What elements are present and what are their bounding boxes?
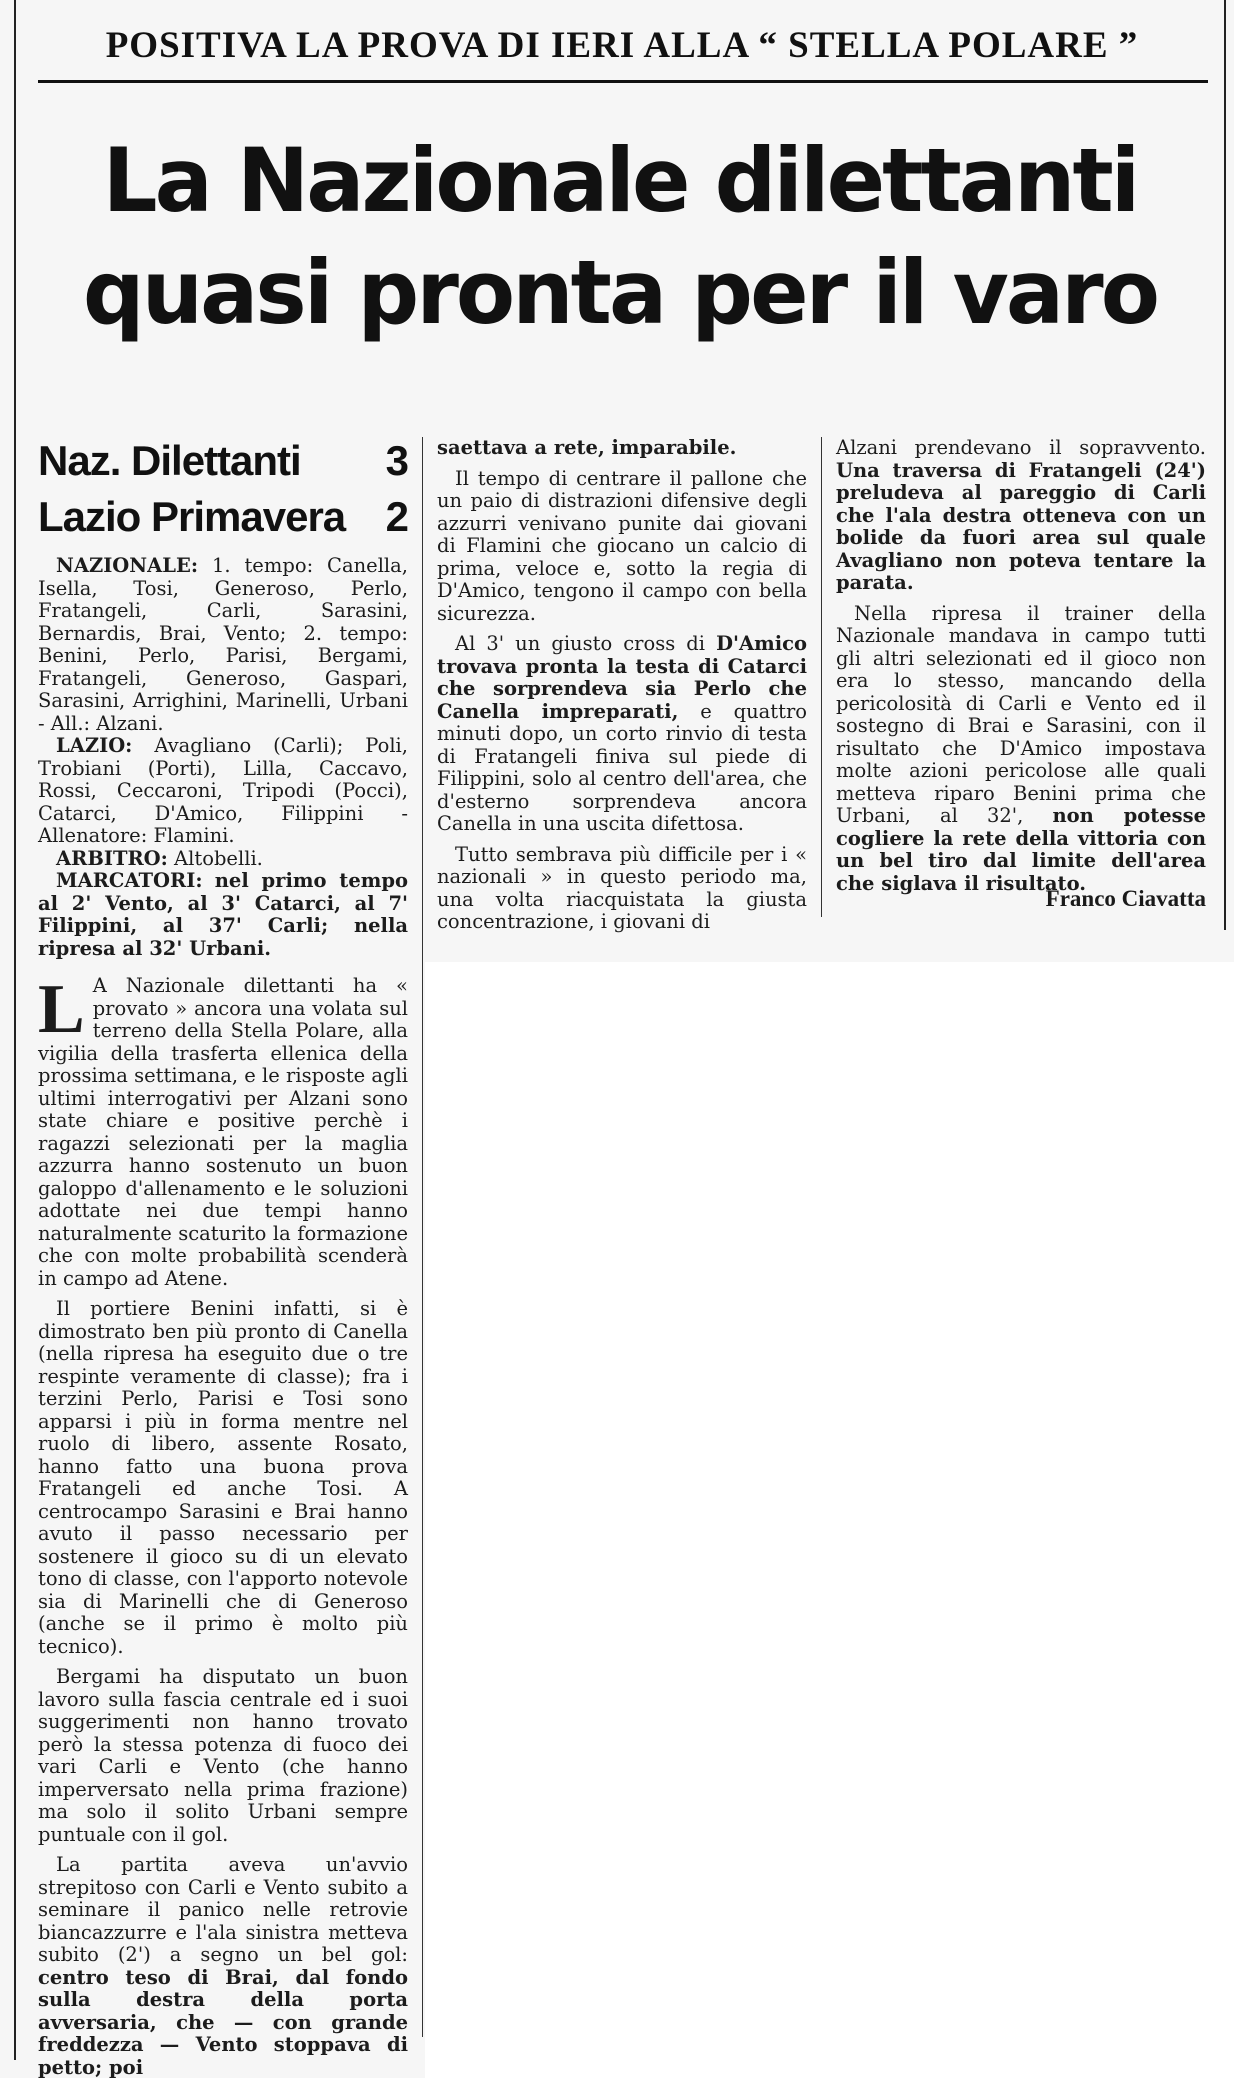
score-row-1 bbox=[38, 437, 408, 485]
byline: Franco Ciavatta bbox=[1045, 886, 1206, 911]
article-paragraph: saettava a rete, imparabile. bbox=[437, 436, 737, 459]
lineup-arbitro: ARBITRO: Altobelli. bbox=[56, 846, 263, 870]
article-paragraph: Il tempo di centrare il pallone che un paio di distrazioni difensive degli azzurri venivano punite dai giovani di Flamini che giocano un calcio di prima, veloce e, sotto la regia di D'Amico, tengono il campo con bella sicurezza. bbox=[437, 466, 807, 625]
article-column-1 bbox=[38, 971, 408, 2087]
lineup-marcatori: MARCATORI: nel primo tempo al 2' Vento, al 3' Catarci, al 7' Filippini, al 37' Carli; nella ripresa al 32' Urbani. bbox=[38, 869, 408, 960]
score-value-2: 2 bbox=[385, 493, 408, 540]
lineup-nazionale: NAZIONALE: 1. tempo: Canella, Isella, Tosi, Generoso, Perlo, Fratangeli, Carli, Sarasini, Bernardis, Brai, Vento; 2. tempo: Benini, Perlo, Parisi, Bergami, Fratangeli, Generoso, Gaspari, Sarasini, Arrighini, Marinelli, Urbani - All.: Alzani. bbox=[38, 554, 408, 735]
column-divider bbox=[821, 437, 822, 917]
score-team-2: Lazio Primavera bbox=[38, 493, 346, 540]
score-row-2 bbox=[38, 493, 408, 541]
kicker-headline: POSITIVA LA PROVA DI IERI ALLA “ STELLA POLARE ” bbox=[105, 25, 1139, 66]
article-column-2 bbox=[437, 437, 807, 942]
lineup-lazio: LAZIO: Avagliano (Carli); Poli, Trobiani (Porti), Lilla, Caccavo, Rossi, Ceccaroni, Tripodi (Pocci), Catarci, D'Amico, Filippini - Allenatore: Flamini. bbox=[38, 734, 408, 847]
article-paragraph: L A Nazionale dilettanti ha « provato » ancora una volata sul terreno della Stella Polare, alla vigilia della trasferta ellenica della prossima settimana, e le risposte agli ultimi interrogativi per Alzani sono state chiare e positive perchè i ragazzi selezionati per la maglia azzurra hanno sostenuto un buon galoppo d'allenamento e le soluzioni adottate nei due tempi hanno naturalmente scaturito la formazione che con molte probabilità scenderà in campo ad Atene. bbox=[38, 971, 408, 1290]
headline-line-1: La Nazionale dilettanti bbox=[102, 129, 1138, 232]
main-headline bbox=[71, 125, 1169, 349]
article-column-3 bbox=[836, 437, 1206, 903]
lineups-box bbox=[38, 555, 408, 960]
article-paragraph: Bergami ha disputato un buon lavoro sulla fascia centrale ed i suoi suggerimenti non hanno trovato però la stessa potenza di fuoco dei vari Carli e Vento (che hanno imperversato nella prima frazione) ma solo il solito Urbani sempre puntuale con il gol. bbox=[38, 1665, 408, 1846]
article-paragraph: Il portiere Benini infatti, si è dimostrato ben più pronto di Canella (nella ripresa ha eseguito due o tre respinte veramente di classe); fra i terzini Perlo, Parisi e Tosi sono apparsi i più in forma mentre nel ruolo di libero, assente Rosato, hanno fatto una buona prova Fratangeli ed anche Tosi. A centrocampo Sarasini e Brai hanno avuto il passo necessario per sostenere il gioco su di un elevato tono di classe, con l'apporto notevole sia di Marinelli che di Generoso (anche se il primo è molto più tecnico). bbox=[38, 1297, 408, 1658]
article-paragraph: Alzani prendevano il sopravvento. Una traversa di Fratangeli (24') preludeva al pareggio di Carli che l'ala destra otteneva con un bolide da fuori area sul quale Avagliano non poteva tentare la parata. bbox=[836, 436, 1206, 594]
right-border-rule bbox=[1224, 0, 1226, 930]
score-team-1: Naz. Dilettanti bbox=[38, 437, 301, 484]
drop-cap: L bbox=[38, 971, 85, 1048]
kicker-underline bbox=[38, 80, 1208, 83]
article-paragraph: La partita aveva un'avvio strepitoso con Carli e Vento subito a seminare il panico nelle retrovie biancazzurre e l'ala sinistra metteva subito (2') a segno un bel gol: centro teso di Brai, dal fondo sulla destra della porta avversaria, che — con grande freddezza — Vento stoppava di petto; poi bbox=[38, 1853, 408, 2079]
score-value-1: 3 bbox=[385, 437, 408, 484]
headline-line-2: quasi pronta per il varo bbox=[82, 241, 1158, 344]
column-divider bbox=[422, 437, 423, 2037]
article-paragraph: Tutto sembrava più difficile per i « nazionali » in questo periodo ma, una volta riacquistata la giusta concentrazione, i giovani di bbox=[437, 842, 807, 933]
left-border-rule bbox=[14, 0, 16, 2060]
article-paragraph: Nella ripresa il trainer della Nazionale mandava in campo tutti gli altri selezionati ed il gioco non era lo stesso, mancando della pericolosità di Carli e Vento ed il sostegno di Brai e Sarasini, con il risultato che D'Amico impostava molte azioni pericolose alle quali metteva riparo Benini prima che Urbani, al 32', non potesse cogliere la rete della vittoria con un bel tiro dal limite dell'area che siglava il risultato. bbox=[836, 601, 1206, 895]
article-paragraph: Al 3' un giusto cross di D'Amico trovava pronta la testa di Catarci che sorprendeva sia Perlo che Canella impreparati, e quattro minuti dopo, un corto rinvio di testa di Fratangeli finiva sul piede di Filippini, solo al centro dell'area, che d'esterno sorprendeva ancora Canella in una uscita difettosa. bbox=[437, 632, 808, 835]
